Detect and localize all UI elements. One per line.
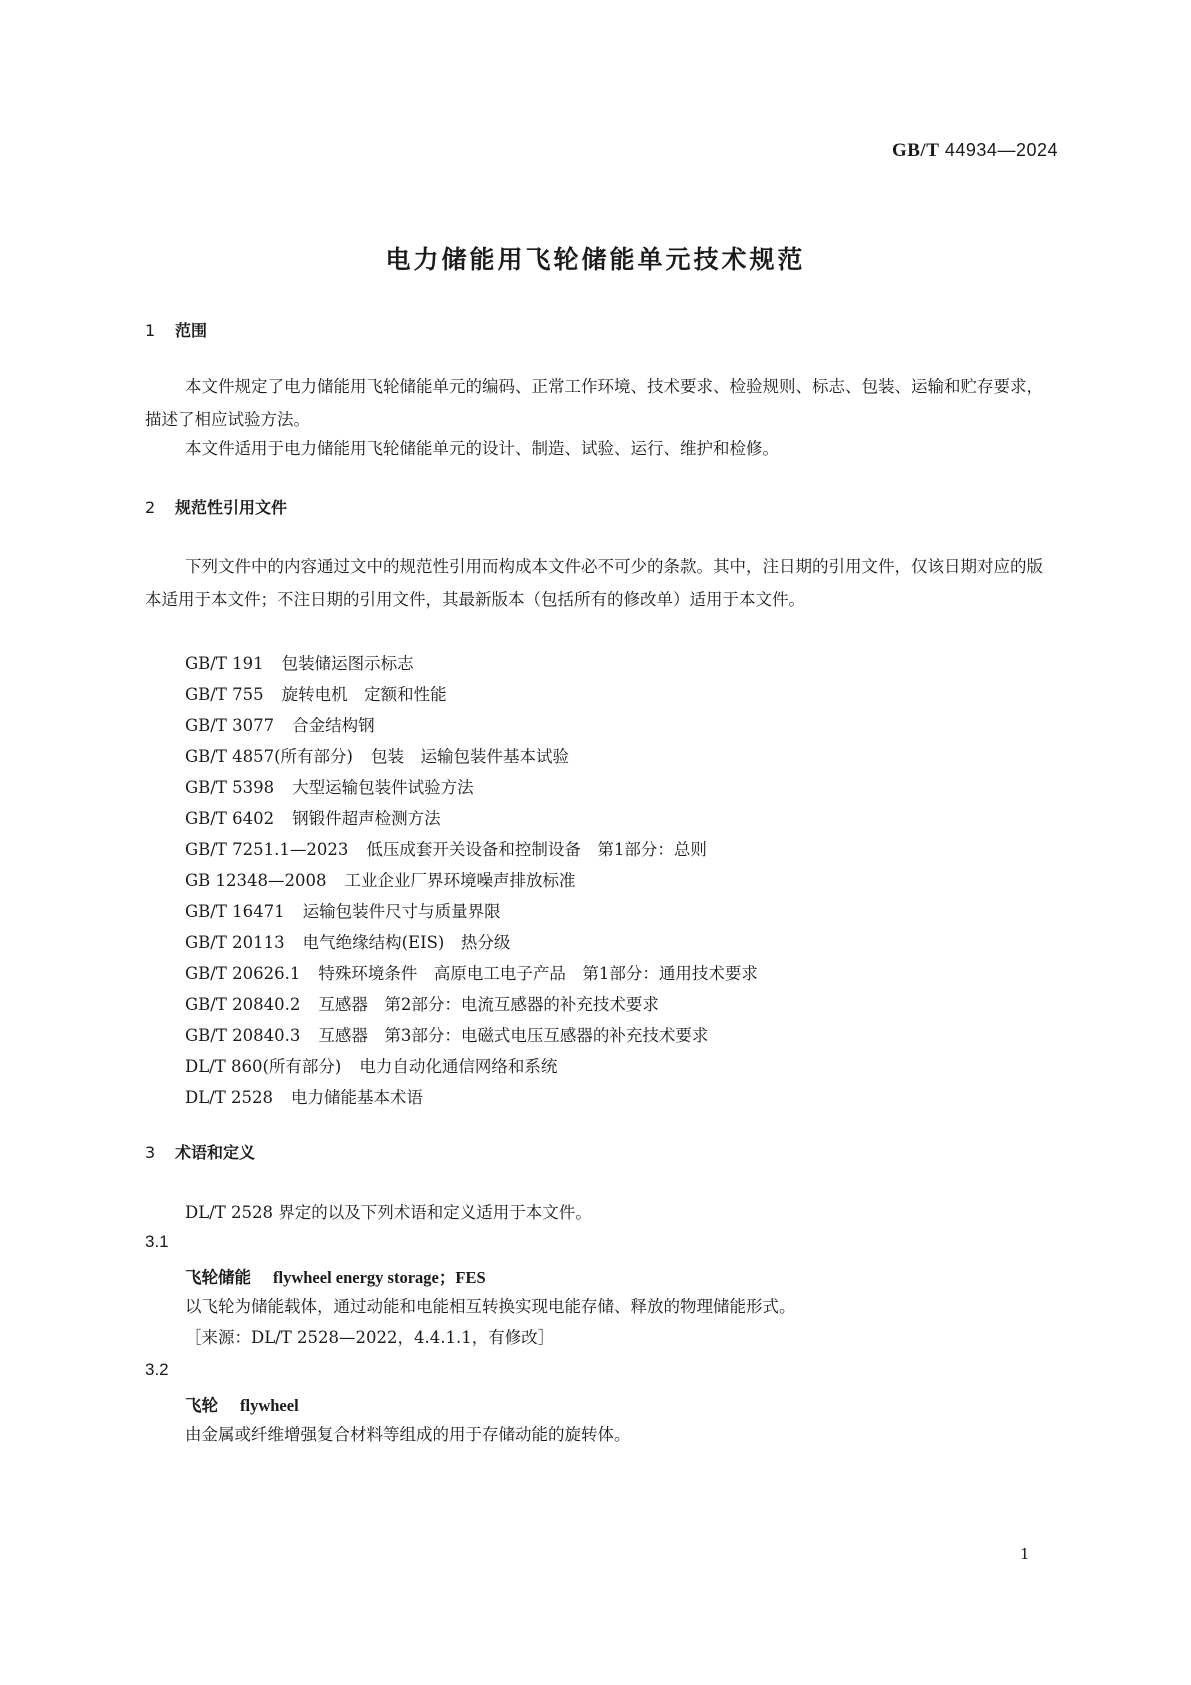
section-title: 规范性引用文件 [175, 498, 288, 517]
reference-item [185, 774, 474, 798]
reference-item [185, 681, 447, 705]
term-zh: 飞轮 [185, 1396, 218, 1415]
reference-item [185, 712, 375, 736]
reference-title: 钢锻件超声检测方法 [292, 809, 441, 828]
document-title: 电力储能用飞轮储能单元技术规范 [385, 245, 806, 274]
reference-title: 运输包装件尺寸与质量界限 [302, 902, 501, 921]
term-zh: 飞轮储能 [185, 1268, 251, 1287]
term-heading [185, 1264, 486, 1288]
term-definition: 由金属或纤维增强复合材料等组成的用于存储动能的旋转体。 [185, 1425, 631, 1444]
reference-item [185, 898, 501, 922]
section-heading-scope [145, 318, 207, 341]
section-number: 2 [145, 498, 156, 517]
reference-item [185, 991, 659, 1015]
section-title: 范围 [175, 321, 208, 340]
reference-code: GB/T 7251.1—2023 [185, 840, 349, 859]
reference-title: 互感器 第3部分：电磁式电压互感器的补充技术要求 [318, 1026, 709, 1045]
term-number: 3.2 [145, 1360, 169, 1379]
reference-item [185, 960, 758, 984]
reference-title: 电力自动化通信网络和系统 [359, 1057, 558, 1076]
reference-code: GB/T 16471 [185, 902, 285, 921]
reference-title: 包装储运图示标志 [281, 654, 414, 673]
reference-code: GB/T 5398 [185, 778, 275, 797]
scope-paragraph-1: 本文件规定了电力储能用飞轮储能单元的编码、正常工作环境、技术要求、检验规则、标志、包装、运输和贮存要求，描述了相应试验方法。 [145, 377, 1043, 429]
term-definition: 以飞轮为储能载体，通过动能和电能相互转换实现电能存储、释放的物理储能形式。 [185, 1297, 796, 1316]
reference-code: GB 12348—2008 [185, 871, 327, 890]
reference-title: 电力储能基本术语 [291, 1088, 423, 1107]
reference-title: 工业企业厂界环境噪声排放标准 [344, 871, 576, 890]
standard-code [892, 140, 1058, 162]
reference-item [185, 867, 576, 891]
reference-title: 合金结构钢 [292, 716, 375, 735]
reference-code: GB/T 191 [185, 654, 264, 673]
reference-item [185, 805, 441, 829]
section-title: 术语和定义 [175, 1143, 256, 1162]
reference-code: GB/T 4857(所有部分) [185, 747, 353, 766]
reference-title: 电气绝缘结构(EIS) 热分级 [302, 933, 511, 952]
reference-code: DL/T 2528 [185, 1088, 273, 1107]
terms-intro-paragraph: DL/T 2528 界定的以及下列术语和定义适用于本文件。 [185, 1203, 592, 1222]
references-intro-paragraph: 下列文件中的内容通过文中的规范性引用而构成本文件必不可少的条款。其中，注日期的引用文件，仅该日期对应的版本适用于本文件；不注日期的引用文件，其最新版本（包括所有的修改单）适用于本文件。 [145, 557, 1043, 609]
term-en: flywheel energy storage；FES [273, 1268, 486, 1287]
section-number: 3 [145, 1143, 156, 1162]
reference-code: DL/T 860(所有部分) [185, 1057, 342, 1076]
reference-code: GB/T 20626.1 [185, 964, 301, 983]
section-number: 1 [145, 321, 156, 340]
reference-item [185, 650, 414, 674]
reference-title: 旋转电机 定额和性能 [281, 685, 447, 704]
section-heading-normative-references [145, 495, 287, 518]
reference-item [185, 836, 707, 860]
reference-item [185, 1053, 557, 1077]
reference-item [185, 1022, 708, 1046]
reference-item [185, 743, 569, 767]
standard-number: 44934—2024 [944, 140, 1058, 160]
reference-title: 大型运输包装件试验方法 [292, 778, 474, 797]
reference-title: 低压成套开关设备和控制设备 第1部分：总则 [366, 840, 707, 859]
reference-code: GB/T 755 [185, 685, 264, 704]
page-number: 1 [1020, 1545, 1030, 1563]
reference-title: 特殊环境条件 高原电工电子产品 第1部分：通用技术要求 [318, 964, 758, 983]
reference-code: GB/T 20113 [185, 933, 285, 952]
term-source: ［来源：DL/T 2528—2022，4.4.1.1，有修改］ [185, 1328, 555, 1347]
standard-prefix: GB/T [891, 140, 940, 161]
section-heading-terms-definitions [145, 1140, 255, 1163]
scope-paragraph-2: 本文件适用于电力储能用飞轮储能单元的设计、制造、试验、运行、维护和检修。 [185, 439, 779, 458]
reference-code: GB/T 3077 [185, 716, 275, 735]
reference-item [185, 929, 510, 953]
term-heading [185, 1392, 299, 1416]
term-number: 3.1 [145, 1232, 169, 1251]
term-en: flywheel [240, 1396, 299, 1415]
reference-title: 互感器 第2部分：电流互感器的补充技术要求 [318, 995, 659, 1014]
reference-title: 包装 运输包装件基本试验 [370, 747, 569, 766]
reference-code: GB/T 20840.2 [185, 995, 301, 1014]
reference-code: GB/T 20840.3 [185, 1026, 301, 1045]
reference-code: GB/T 6402 [185, 809, 275, 828]
reference-item [185, 1084, 423, 1108]
